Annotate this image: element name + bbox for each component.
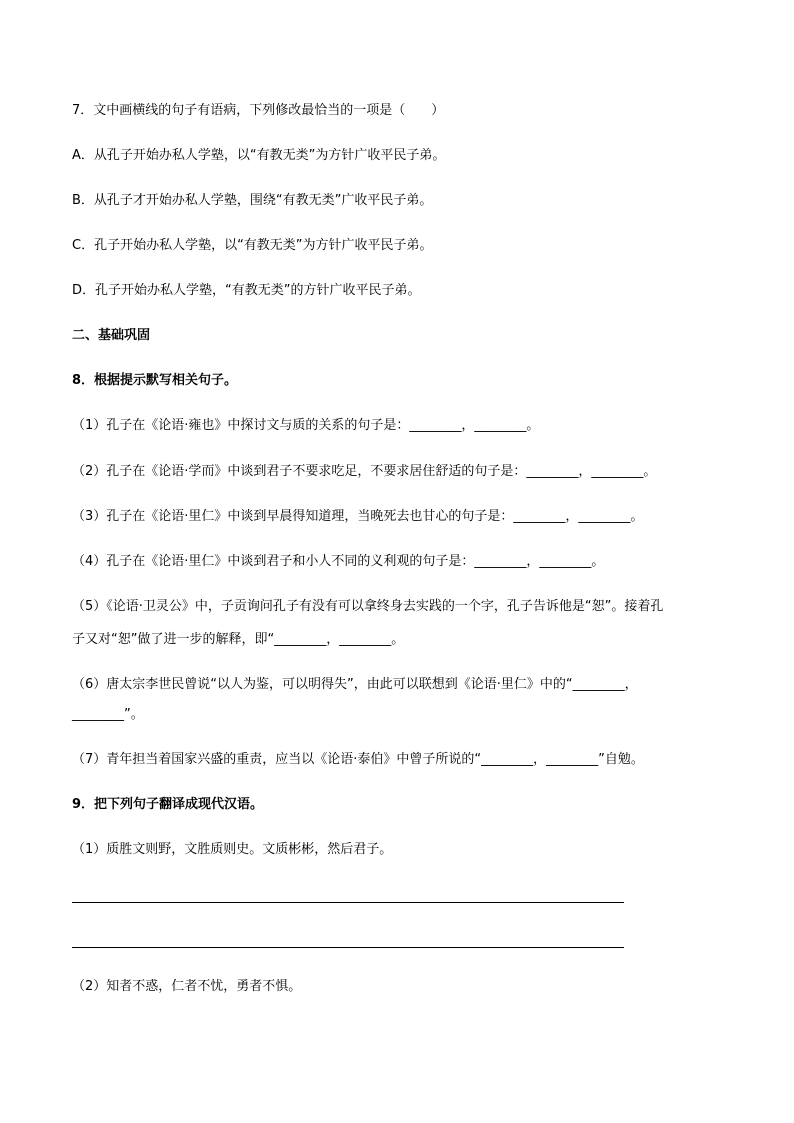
question-9-title: 9．把下列句子翻译成现代汉语。	[72, 797, 264, 812]
option-b: B．从孔子才开始办私人学塾，围绕“有教无类”广收平民子弟。	[72, 193, 433, 208]
answer-line-1	[72, 902, 624, 903]
q8-item-4: （4）孔子在《论语·里仁》中谈到君子和小人不同的义利观的句子是：________，________。	[72, 554, 605, 569]
q8-item-5-line-2: 子又对“恕”做了进一步的解释，即“________，________。	[72, 632, 405, 647]
section-heading: 二、基础巩固	[72, 328, 151, 343]
q8-item-2: （2）孔子在《论语·学而》中谈到君子不要求吃足，不要求居住舒适的句子是：________，________。	[72, 464, 657, 479]
q9-item-1: （1）质胜文则野，文胜质则史。文质彬彬，然后君子。	[72, 842, 393, 857]
q8-item-6-line-2: ________”。	[72, 707, 144, 722]
question-7-stem: 7．文中画横线的句子有语病，下列修改最恰当的一项是（ ）	[72, 103, 445, 118]
q8-item-3: （3）孔子在《论语·里仁》中谈到早晨得知道理，当晚死去也甘心的句子是：________，________。	[72, 509, 644, 524]
question-8-title: 8．根据提示默写相关句子。	[72, 373, 238, 388]
q9-item-2: （2）知者不惑，仁者不忧，勇者不惧。	[72, 979, 302, 994]
option-c: C．孔子开始办私人学塾，以“有教无类”为方针广收平民子弟。	[72, 238, 433, 253]
answer-line-2	[72, 947, 624, 948]
q8-item-1: （1）孔子在《论语·雍也》中探讨文与质的关系的句子是：________，________。	[72, 418, 540, 433]
option-a: A．从孔子开始办私人学塾，以“有教无类”为方针广收平民子弟。	[72, 148, 446, 163]
q8-item-6-line-1: （6）唐太宗李世民曾说“以人为鉴，可以明得失”，由此可以联想到《论语·里仁》中的“________，	[72, 677, 638, 692]
q8-item-7: （7）青年担当着国家兴盛的重责，应当以《论语·泰伯》中曾子所说的“________，________”自勉。	[72, 752, 644, 767]
q8-item-5-line-1: （5）《论语·卫灵公》中，子贡询问孔子有没有可以拿终身去实践的一个字，孔子告诉他是“恕”。接着孔	[72, 599, 664, 614]
option-d: D．孔子开始办私人学塾，“有教无类”的方针广收平民子弟。	[72, 283, 421, 298]
